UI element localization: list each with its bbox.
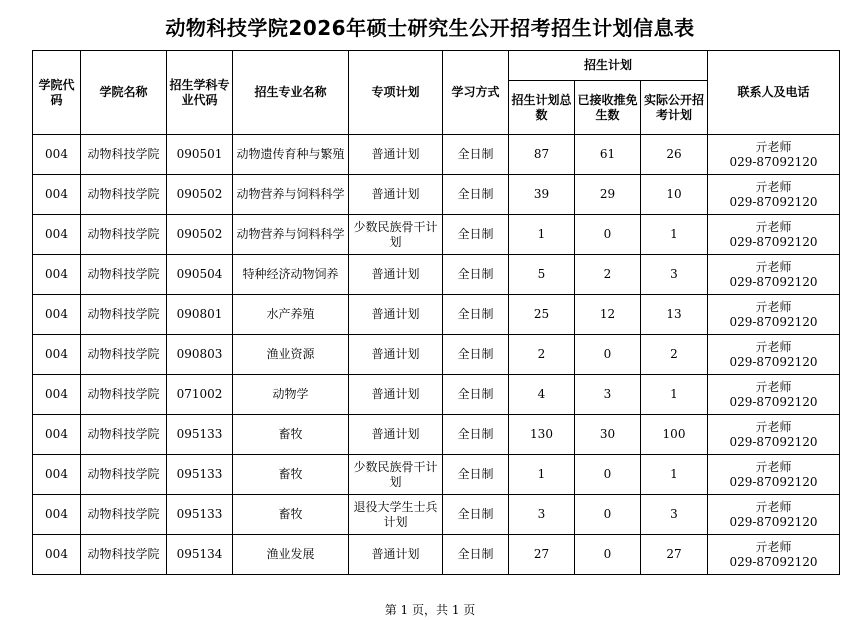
cell-contact [708,215,840,255]
contact-phone: 029-87092120 [729,394,818,409]
cell-study-mode: 全日制 [443,335,509,375]
table-row [33,175,840,215]
header-college-code: 学院代码 [33,51,81,135]
cell-major-name: 畜牧 [233,495,349,535]
cell-actual-open: 1 [641,215,708,255]
table-row [33,415,840,455]
contact-name: 亓老师 [755,139,792,154]
cell-study-mode: 全日制 [443,495,509,535]
contact-name: 亓老师 [755,539,792,554]
contact-name: 亓老师 [755,179,792,194]
contact-name: 亓老师 [755,459,792,474]
cell-major-code: 090504 [167,255,233,295]
cell-major-name: 渔业发展 [233,535,349,575]
cell-contact [708,375,840,415]
contact-name: 亓老师 [755,379,792,394]
cell-major-code: 071002 [167,375,233,415]
cell-contact [708,535,840,575]
cell-college-code: 004 [33,255,81,295]
cell-college-code: 004 [33,455,81,495]
table-row [33,335,840,375]
cell-college-code: 004 [33,295,81,335]
table-row [33,215,840,255]
cell-actual-open: 13 [641,295,708,335]
cell-major-name: 畜牧 [233,455,349,495]
cell-actual-open: 3 [641,255,708,295]
cell-major-code: 095133 [167,455,233,495]
enrollment-plan-table [32,50,840,575]
cell-special-plan: 少数民族骨干计划 [349,215,443,255]
cell-college-code: 004 [33,535,81,575]
cell-plan-total: 2 [509,335,575,375]
contact-phone: 029-87092120 [729,554,818,569]
header-study-mode: 学习方式 [443,51,509,135]
contact-name: 亓老师 [755,499,792,514]
cell-college-name: 动物科技学院 [81,295,167,335]
contact-phone: 029-87092120 [729,194,818,209]
cell-plan-total: 25 [509,295,575,335]
cell-major-code: 095133 [167,495,233,535]
cell-special-plan: 普通计划 [349,135,443,175]
cell-major-code: 090803 [167,335,233,375]
cell-college-name: 动物科技学院 [81,455,167,495]
cell-college-code: 004 [33,215,81,255]
contact-name: 亓老师 [755,419,792,434]
contact-phone: 029-87092120 [729,274,818,289]
contact-phone: 029-87092120 [729,314,818,329]
cell-study-mode: 全日制 [443,255,509,295]
cell-college-code: 004 [33,175,81,215]
cell-special-plan: 普通计划 [349,295,443,335]
cell-study-mode: 全日制 [443,215,509,255]
cell-college-name: 动物科技学院 [81,335,167,375]
header-contact: 联系人及电话 [708,51,840,135]
cell-special-plan: 少数民族骨干计划 [349,455,443,495]
cell-exempt-accepted: 2 [575,255,641,295]
header-major-name: 招生专业名称 [233,51,349,135]
header-college-name: 学院名称 [81,51,167,135]
table-row [33,295,840,335]
header-enroll-plan-group: 招生计划 [509,51,708,81]
header-exempt-accepted: 已接收推免生数 [575,81,641,135]
cell-special-plan: 普通计划 [349,375,443,415]
contact-name: 亓老师 [755,339,792,354]
cell-college-code: 004 [33,135,81,175]
cell-study-mode: 全日制 [443,455,509,495]
cell-college-name: 动物科技学院 [81,215,167,255]
contact-name: 亓老师 [755,299,792,314]
cell-exempt-accepted: 12 [575,295,641,335]
cell-plan-total: 3 [509,495,575,535]
cell-exempt-accepted: 0 [575,215,641,255]
cell-college-name: 动物科技学院 [81,535,167,575]
contact-phone: 029-87092120 [729,154,818,169]
header-plan-total: 招生计划总数 [509,81,575,135]
cell-college-code: 004 [33,335,81,375]
cell-plan-total: 87 [509,135,575,175]
cell-actual-open: 1 [641,455,708,495]
cell-plan-total: 5 [509,255,575,295]
cell-major-name: 水产养殖 [233,295,349,335]
table-header-row [33,51,840,81]
cell-major-name: 特种经济动物饲养 [233,255,349,295]
cell-special-plan: 普通计划 [349,535,443,575]
cell-contact [708,175,840,215]
cell-plan-total: 130 [509,415,575,455]
cell-exempt-accepted: 61 [575,135,641,175]
table-row [33,375,840,415]
cell-plan-total: 39 [509,175,575,215]
cell-special-plan: 普通计划 [349,175,443,215]
table-row [33,135,840,175]
contact-phone: 029-87092120 [729,234,818,249]
table-body [33,135,840,575]
cell-actual-open: 27 [641,535,708,575]
cell-major-code: 095133 [167,415,233,455]
cell-contact [708,255,840,295]
contact-name: 亓老师 [755,219,792,234]
cell-major-code: 090501 [167,135,233,175]
contact-phone: 029-87092120 [729,354,818,369]
cell-major-code: 090502 [167,175,233,215]
cell-contact [708,135,840,175]
cell-college-code: 004 [33,375,81,415]
cell-actual-open: 100 [641,415,708,455]
cell-exempt-accepted: 30 [575,415,641,455]
cell-actual-open: 10 [641,175,708,215]
cell-college-name: 动物科技学院 [81,135,167,175]
header-major-code: 招生学科专业代码 [167,51,233,135]
table-row [33,255,840,295]
header-special-plan: 专项计划 [349,51,443,135]
cell-exempt-accepted: 0 [575,535,641,575]
cell-college-name: 动物科技学院 [81,255,167,295]
cell-major-code: 090502 [167,215,233,255]
cell-contact [708,415,840,455]
cell-major-name: 动物学 [233,375,349,415]
cell-special-plan: 普通计划 [349,335,443,375]
cell-major-code: 095134 [167,535,233,575]
cell-contact [708,455,840,495]
cell-contact [708,335,840,375]
cell-major-name: 动物营养与饲料科学 [233,175,349,215]
cell-plan-total: 1 [509,455,575,495]
page-title: 动物科技学院2026年硕士研究生公开招考招生计划信息表 [165,16,695,40]
cell-exempt-accepted: 0 [575,455,641,495]
cell-exempt-accepted: 0 [575,495,641,535]
cell-study-mode: 全日制 [443,535,509,575]
cell-college-name: 动物科技学院 [81,175,167,215]
cell-college-code: 004 [33,495,81,535]
cell-special-plan: 普通计划 [349,415,443,455]
table-row [33,455,840,495]
cell-major-code: 090801 [167,295,233,335]
cell-major-name: 动物营养与饲料科学 [233,215,349,255]
cell-contact [708,295,840,335]
cell-special-plan: 普通计划 [349,255,443,295]
cell-major-name: 畜牧 [233,415,349,455]
cell-plan-total: 27 [509,535,575,575]
table-row [33,495,840,535]
cell-plan-total: 4 [509,375,575,415]
cell-study-mode: 全日制 [443,415,509,455]
cell-exempt-accepted: 29 [575,175,641,215]
contact-phone: 029-87092120 [729,474,818,489]
cell-exempt-accepted: 3 [575,375,641,415]
cell-college-name: 动物科技学院 [81,375,167,415]
contact-name: 亓老师 [755,259,792,274]
contact-phone: 029-87092120 [729,514,818,529]
contact-phone: 029-87092120 [729,434,818,449]
cell-study-mode: 全日制 [443,295,509,335]
header-actual-open: 实际公开招考计划 [641,81,708,135]
cell-college-name: 动物科技学院 [81,495,167,535]
table-row [33,535,840,575]
cell-special-plan: 退役大学生士兵计划 [349,495,443,535]
cell-study-mode: 全日制 [443,375,509,415]
cell-major-name: 渔业资源 [233,335,349,375]
cell-actual-open: 3 [641,495,708,535]
cell-study-mode: 全日制 [443,175,509,215]
cell-study-mode: 全日制 [443,135,509,175]
cell-exempt-accepted: 0 [575,335,641,375]
cell-plan-total: 1 [509,215,575,255]
cell-major-name: 动物遗传育种与繁殖 [233,135,349,175]
cell-college-name: 动物科技学院 [81,415,167,455]
cell-actual-open: 2 [641,335,708,375]
cell-college-code: 004 [33,415,81,455]
cell-actual-open: 1 [641,375,708,415]
cell-actual-open: 26 [641,135,708,175]
cell-contact [708,495,840,535]
page-footer: 第 1 页，共 1 页 [384,603,476,617]
